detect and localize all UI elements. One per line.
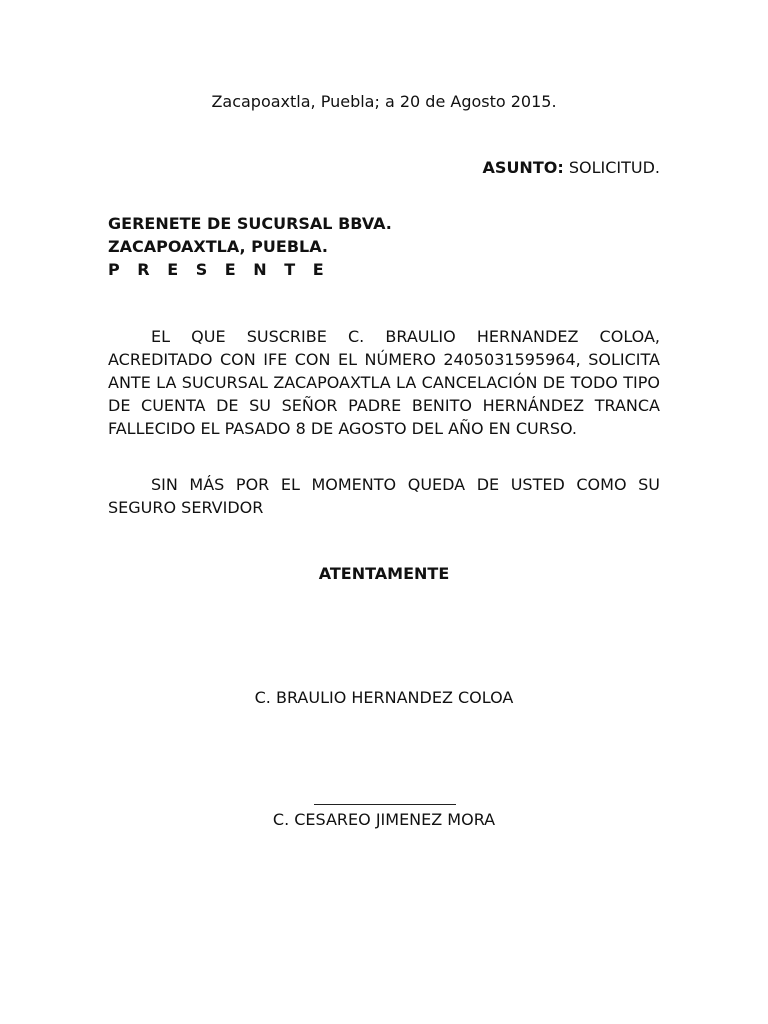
addressee-line-1: GERENETE DE SUCURSAL BBVA. bbox=[108, 214, 392, 233]
signature-line bbox=[314, 804, 456, 805]
subject-label: ASUNTO: bbox=[482, 158, 564, 177]
body-paragraph-1: EL QUE SUSCRIBE C. BRAULIO HERNANDEZ COLOA, ACREDITADO CON IFE CON EL NÚMERO 2405031595964, SOLICITA ANTE LA SUCURSAL ZACAPOAXTLA LA CANCELACIÓN DE TODO TIPO DE CUENTA DE SU SEÑOR PADRE BENITO HERNÁNDEZ TRANCA FALLECIDO EL PASADO 8 DE AGOSTO DEL AÑO EN CURSO. bbox=[108, 327, 660, 438]
addressee-line-3: P R E S E N T E bbox=[108, 260, 330, 279]
addressee-block bbox=[108, 212, 392, 281]
subject-value: SOLICITUD. bbox=[568, 158, 660, 177]
addressee-line-2: ZACAPOAXTLA, PUEBLA. bbox=[108, 237, 328, 256]
place-date: Zacapoaxtla, Puebla; a 20 de Agosto 2015. bbox=[211, 92, 557, 111]
signer-1-name: C. BRAULIO HERNANDEZ COLOA bbox=[254, 688, 514, 707]
body-paragraph-2: SIN MÁS POR EL MOMENTO QUEDA DE USTED COMO SU SEGURO SERVIDOR bbox=[108, 475, 660, 517]
closing: ATENTAMENTE bbox=[318, 564, 450, 583]
subject-line bbox=[483, 156, 660, 179]
signer-2-name: C. CESAREO JIMENEZ MORA bbox=[272, 810, 496, 829]
